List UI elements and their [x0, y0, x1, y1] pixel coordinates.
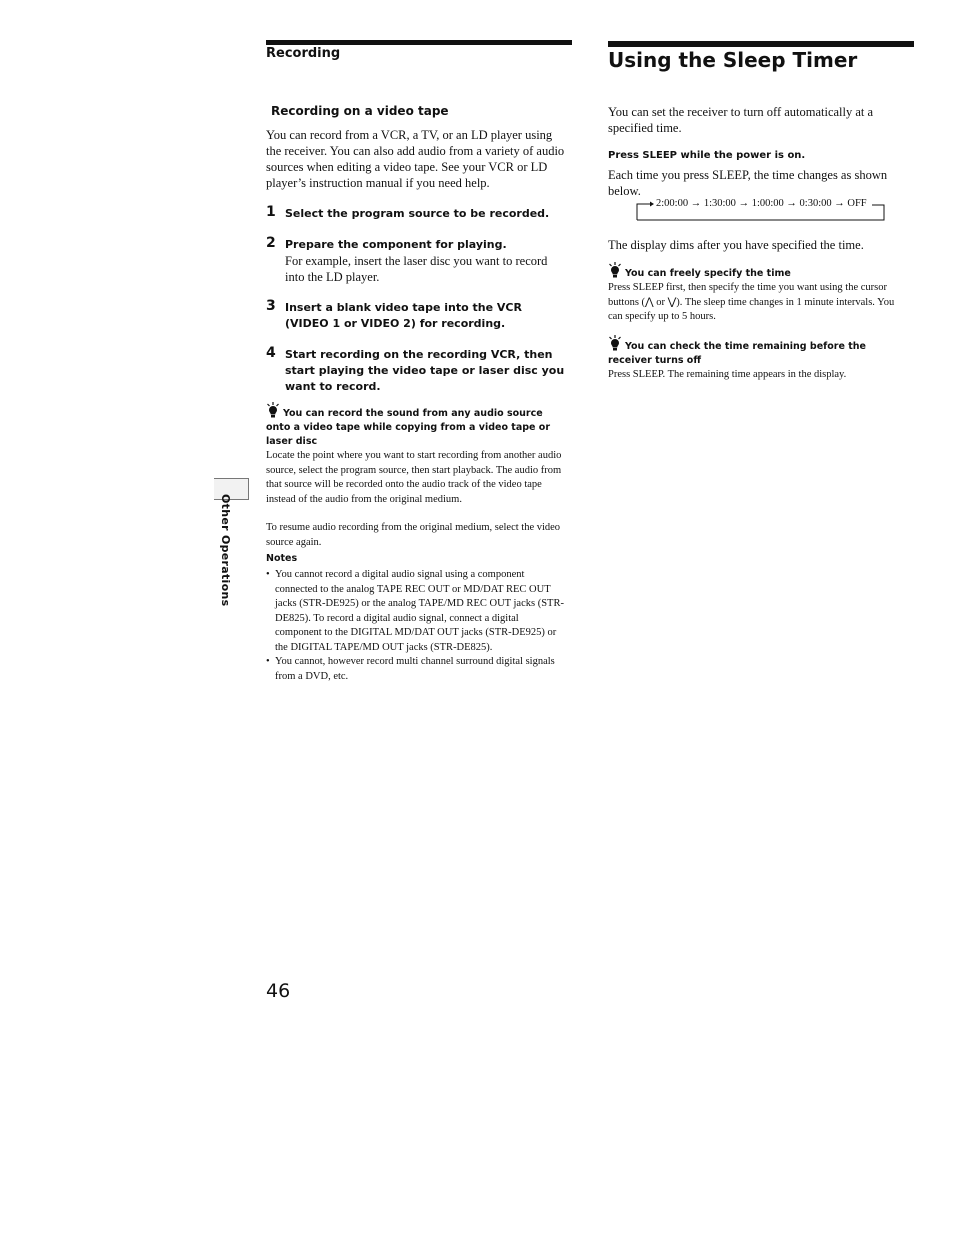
step-3	[266, 300, 566, 332]
sequence-step: 2:00:00	[656, 198, 689, 209]
step-head: Select the program source to be recorded.	[285, 207, 550, 220]
tip-heading-text: You can freely specify the time	[625, 268, 791, 279]
instruction-body: Each time you press SLEEP, the time changes as shown below.	[608, 168, 888, 198]
tip-1	[608, 262, 906, 325]
step-4	[266, 347, 566, 395]
step-2	[266, 237, 566, 285]
step-number: 1	[266, 204, 276, 220]
after-sequence-text: The display dims after you have specified the time.	[608, 238, 864, 252]
tip-heading-text: You can record the sound from any audio source onto a video tape while copying from a video tape or laser disc	[266, 408, 551, 447]
intro-paragraph: You can record from a VCR, a TV, or an LD player using the receiver. You can also add audio from a variety of audio sources when editing a video tape. See your VCR or LD player’s instruction manual if you need help.	[266, 128, 565, 190]
sequence-step: 0:30:00	[799, 198, 832, 209]
step-head: Start recording on the recording VCR, then start playing the video tape or laser disc you want to record.	[285, 348, 565, 393]
step-number: 2	[266, 235, 276, 251]
arrow-right-icon: →	[834, 198, 845, 209]
step-description: For example, insert the laser disc you want to record into the LD player.	[285, 254, 548, 284]
right-header-rule	[608, 41, 914, 47]
sequence-step: OFF	[847, 198, 867, 209]
section-header: Recording	[266, 46, 341, 61]
tip-heading	[608, 262, 906, 281]
step-number: 3	[266, 298, 276, 314]
lightbulb-icon	[608, 335, 622, 351]
page-title: Using the Sleep Timer	[608, 48, 858, 72]
tip-heading	[266, 402, 568, 449]
step-1	[266, 206, 566, 222]
step-head: Insert a blank video tape into the VCR (VIDEO 1 or VIDEO 2) for recording.	[285, 301, 522, 330]
sleep-sequence-diagram	[636, 196, 886, 221]
arrow-right-icon: →	[738, 198, 750, 209]
page-number: 46	[266, 980, 291, 1002]
arrow-right-icon: →	[786, 198, 797, 209]
tip-2	[608, 335, 906, 383]
instruction-head: Press SLEEP while the power is on.	[608, 150, 806, 161]
arrow-right-icon: →	[690, 198, 702, 209]
sequence-step: 1:00:00	[751, 198, 784, 209]
lightbulb-icon	[266, 402, 280, 418]
tip-block	[266, 402, 568, 550]
notes-title: Notes	[266, 553, 298, 564]
tip-body-2: To resume audio recording from the original medium, select the video source again.	[266, 522, 561, 548]
step-head: Prepare the component for playing.	[285, 238, 507, 251]
note-item: • You cannot, however record multi channel surround digital signals from a DVD, etc.	[266, 655, 564, 684]
sequence-step: 1:30:00	[703, 198, 736, 209]
tip-body: Press SLEEP first, then specify the time you want using the cursor buttons (⋀ or ⋁). The sleep time changes in 1 minute intervals. You can specify up to 5 hours.	[608, 282, 895, 322]
lightbulb-icon	[608, 262, 622, 278]
note-item: • You cannot record a digital audio signal using a component connected to the analog TAPE REC OUT or MD/DAT REC OUT jacks (STR-DE925) or the analog TAPE/MD REC OUT jacks (STR-DE825). To record a digital audio signal, connect a digital component to the DIGITAL MD/DAT OUT jacks (STR-DE925) or the DIGITAL TAPE/MD OUT jacks (STR-DE825).	[266, 568, 564, 655]
subheading: Recording on a video tape	[271, 104, 449, 118]
side-tab-label: Other Operations	[219, 494, 232, 607]
notes-list	[266, 568, 564, 684]
tip-heading	[608, 335, 906, 368]
left-header-rule	[266, 40, 572, 45]
step-number: 4	[266, 345, 276, 361]
tip-body: Press SLEEP. The remaining time appears in the display.	[608, 369, 847, 380]
tip-body: Locate the point where you want to start recording from another audio source, select the program source, then start playback. The audio from that source will be recorded onto the audio track of the video tape instead of the audio from the original medium.	[266, 450, 562, 505]
tip-heading-text: You can check the time remaining before the receiver turns off	[608, 341, 866, 366]
sleep-intro: You can set the receiver to turn off automatically at a specified time.	[608, 105, 874, 135]
